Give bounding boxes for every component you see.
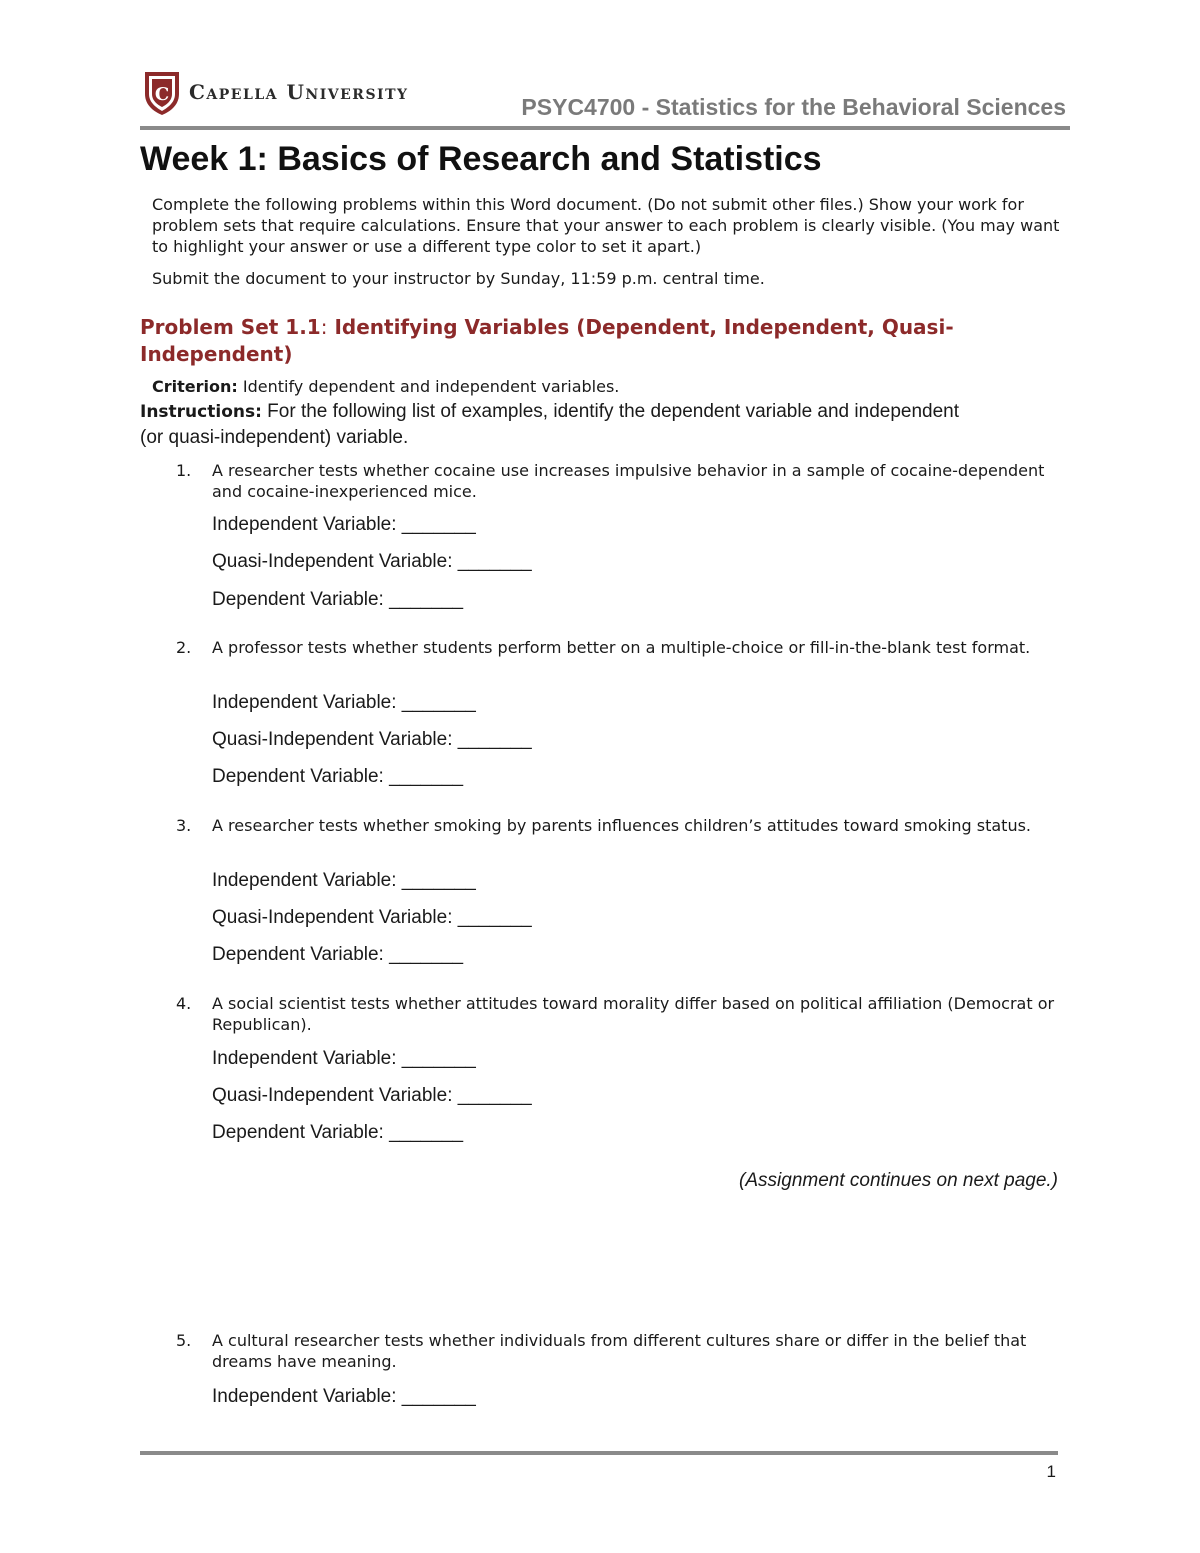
dependent-variable-field[interactable]: Dependent Variable: _______ [212, 944, 464, 965]
quasi-independent-variable-field[interactable]: Quasi-Independent Variable: _______ [212, 551, 532, 572]
page-number: 1 [1046, 1462, 1056, 1481]
course-title: PSYC4700 - Statistics for the Behavioral Sciences [521, 94, 1066, 120]
criterion [152, 377, 619, 396]
problem-set-title: Identifying Variables (Dependent, Independent, Quasi-Independent) [140, 315, 954, 366]
problem-number: 2. [176, 638, 192, 657]
problem-text: A professor tests whether students perform better on a multiple-choice or fill-in-the-blank test format. [212, 638, 1031, 657]
problem-number: 1. [176, 461, 192, 480]
problem-number: 4. [176, 994, 192, 1013]
independent-variable-field[interactable]: Independent Variable: _______ [212, 1386, 476, 1407]
page-title: Week 1: Basics of Research and Statistics [140, 140, 822, 178]
problem-number: 3. [176, 816, 192, 835]
problem-text: A cultural researcher tests whether individuals from different cultures share or differ in the belief that dreams have meaning. [212, 1331, 1027, 1371]
quasi-independent-variable-field[interactable]: Quasi-Independent Variable: _______ [212, 729, 532, 750]
problem-set-heading [140, 314, 960, 368]
logo-wordmark: Capella University [189, 80, 409, 104]
criterion-text: Identify dependent and independent variables. [237, 377, 620, 396]
problem-set-colon: : [320, 315, 328, 339]
svg-text:C: C [154, 84, 170, 105]
quasi-independent-variable-field[interactable]: Quasi-Independent Variable: _______ [212, 907, 532, 928]
continues-note: (Assignment continues on next page.) [739, 1170, 1058, 1191]
dependent-variable-field[interactable]: Dependent Variable: _______ [212, 1122, 464, 1143]
problem-text: A researcher tests whether smoking by parents influences children’s attitudes toward smoking status. [212, 816, 1032, 835]
footer-divider [140, 1451, 1058, 1455]
dependent-variable-field[interactable]: Dependent Variable: _______ [212, 766, 464, 787]
independent-variable-field[interactable]: Independent Variable: _______ [212, 514, 476, 535]
independent-variable-field[interactable]: Independent Variable: _______ [212, 692, 476, 713]
independent-variable-field[interactable]: Independent Variable: _______ [212, 1048, 476, 1069]
intro-paragraph: Complete the following problems within this Word document. (Do not submit other files.) Show your work for problem sets that require calculations. Ensure that your answer to each problem is clearly visible. (You may want to highlight your answer or use a different type color to set it apart.) [152, 195, 1060, 256]
quasi-independent-variable-field[interactable]: Quasi-Independent Variable: _______ [212, 1085, 532, 1106]
dependent-variable-field[interactable]: Dependent Variable: _______ [212, 589, 464, 610]
problem-set-label: Problem Set 1.1 [140, 315, 321, 339]
problem-text: A researcher tests whether cocaine use increases impulsive behavior in a sample of cocaine-dependent and cocaine-inexperienced mice. [212, 461, 1045, 501]
instructions-text: For the following list of examples, identify the dependent variable and independent (or quasi-independent) variable. [140, 401, 960, 448]
shield-icon [143, 68, 181, 116]
problem-number: 5. [176, 1331, 192, 1350]
university-logo [143, 68, 409, 116]
submission-note: Submit the document to your instructor by Sunday, 11:59 p.m. central time. [152, 269, 765, 288]
instructions [140, 399, 970, 451]
independent-variable-field[interactable]: Independent Variable: _______ [212, 870, 476, 891]
instructions-label: Instructions: [140, 402, 262, 422]
criterion-label: Criterion: [152, 377, 238, 396]
header-divider [140, 126, 1070, 130]
problem-text: A social scientist tests whether attitudes toward morality differ based on political affiliation (Democrat or Republican). [212, 994, 1055, 1034]
